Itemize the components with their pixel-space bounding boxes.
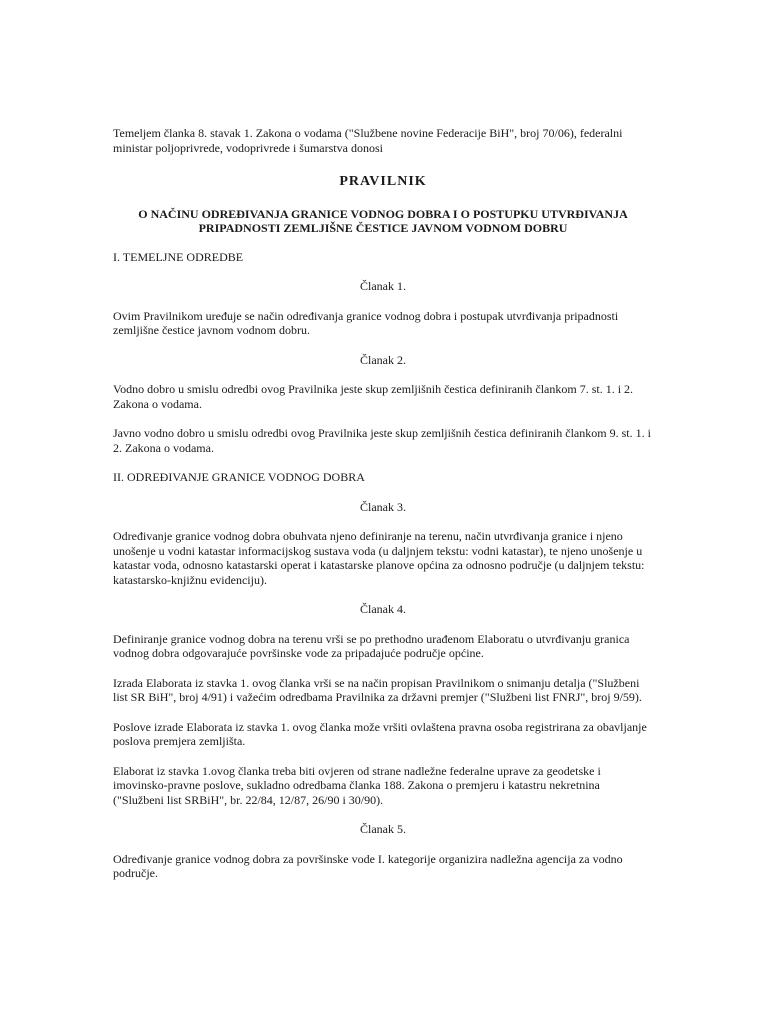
document-title: PRAVILNIK — [339, 174, 427, 189]
article-4-paragraph-1: Definiranje granice vodnog dobra na terenu vrši se po prethodno urađenom Elaboratu o utvrđivanju granica vodnog dobra odgovarajuće površinske vode za pripadajuće područje općine. — [113, 631, 630, 660]
article-2-paragraph-1: Vodno dobro u smislu odredbi ovog Pravilnika jeste skup zemljišnih čestica definiranih člankom 7. st. 1. i 2. Zakona o vodama. — [113, 382, 634, 411]
article-heading-4: Članak 4. — [360, 602, 406, 616]
preamble: Temeljem članka 8. stavak 1. Zakona o vodama ("Službene novine Federacije BiH", broj 70/06), federalni ministar poljoprivrede, vodoprivrede i šumarstva donosi — [113, 126, 623, 155]
article-heading-3: Članak 3. — [360, 499, 406, 514]
article-4-paragraph-3: Poslove izrade Elaborata iz stavka 1. ovog članka može vršiti ovlaštena pravna osoba registrirana za obavljanje poslova premjera zemljišta. — [113, 719, 647, 748]
article-4-paragraph-4: Elaborat iz stavka 1.ovog članka treba biti ovjeren od strane nadležne federalne uprave za geodetske i imovinsko-pravne poslove, sukladno odredbama članka 188. Zakona o premjeru i katastru nekretnina ("Službeni list SRBiH", br. 22/84, 12/87, 26/90 i 30/90). — [113, 763, 601, 807]
document-body — [113, 126, 653, 896]
article-2-paragraph-2: Javno vodno dobro u smislu odredbi ovog Pravilnika jeste skup zemljišnih čestica definiranih člankom 9. st. 1. i 2. Zakona o vodama. — [113, 426, 651, 455]
section-heading-1: I. TEMELJNE ODREDBE — [113, 249, 244, 264]
section-heading-2: II. ODREĐIVANJE GRANICE VODNOG DOBRA — [113, 470, 365, 484]
article-heading-1: Članak 1. — [360, 279, 406, 293]
article-heading-5: Članak 5. — [360, 822, 406, 836]
article-3-paragraph-1: Određivanje granice vodnog dobra obuhvata njeno definiranje na terenu, način utvrđivanja granice i njeno unošenje u vodni katastar informacijskog sustava voda (u daljnjem tekstu: vodni katastar), te njeno unošenje u katastar voda, odnosno katastarski operat i katastarske planove općina za odnosno područje (u daljnjem tekstu: katastarsko-knjižnu evidenciju). — [113, 529, 645, 587]
article-heading-2: Članak 2. — [360, 352, 406, 367]
document-subtitle: O NAČINU ODREĐIVANJA GRANICE VODNOG DOBRA I O POSTUPKU UTVRĐIVANJA PRIPADNOSTI ZEMLJIŠNE ČESTICE JAVNOM VODNOM DOBRU — [138, 206, 628, 235]
article-1-paragraph-1: Ovim Pravilnikom uređuje se način određivanja granice vodnog dobra i postupak utvrđivanja pripadnosti zemljišne čestice javnom vodnom dobru. — [113, 308, 619, 337]
article-5-paragraph-1: Određivanje granice vodnog dobra za površinske vode I. kategorije organizira nadležna agencija za vodno područje. — [113, 851, 623, 880]
article-4-paragraph-2: Izrada Elaborata iz stavka 1. ovog članka vrši se na način propisan Pravilnikom o snimanju detalja ("Službeni list SR BiH", broj 4/91) i važećim odredbama Pravilnika za državni premjer ("Službeni list FNRJ", broj 9/59). — [113, 675, 642, 704]
